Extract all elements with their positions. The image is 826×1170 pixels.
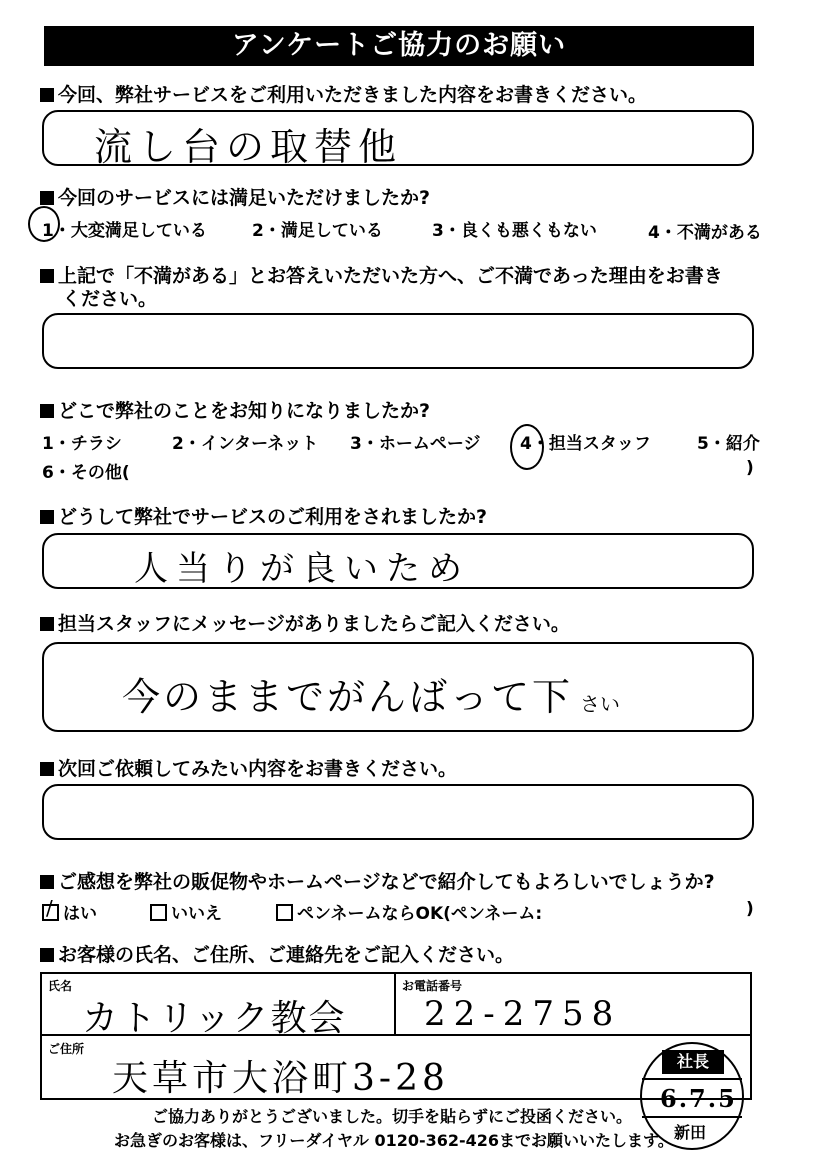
option-other-close: ) (746, 458, 754, 478)
question-dissatisfaction-reason: 上記で「不満がある」とお答えいただいた方へ、ご不満であった理由をお書き (40, 261, 723, 288)
table-divider (394, 972, 396, 1034)
footer-freedial: お急ぎのお客様は、フリーダイヤル 0120-362-426までお願いいたします。 (114, 1131, 674, 1150)
handwritten-answer: 流し台の取替他 (94, 125, 403, 169)
stamp-divider (642, 1116, 742, 1118)
address-value[interactable]: 天草市大浴町3-28 (112, 1058, 449, 1099)
answer-box-service-content[interactable] (42, 110, 754, 169)
option-homepage[interactable]: 3・ホームページ (350, 434, 481, 454)
address-label: ご住所 (48, 1042, 85, 1056)
bullet-square-icon (40, 875, 54, 889)
check-mark-icon: / (46, 896, 53, 920)
option-staff[interactable]: 4・担当スタッフ (520, 434, 651, 454)
option-penname[interactable]: ペンネームならOK(ペンネーム: (276, 899, 542, 924)
option-no[interactable]: いいえ (150, 899, 222, 924)
bullet-square-icon (40, 404, 54, 418)
option-dissatisfied[interactable]: 4・不満がある (648, 223, 762, 243)
name-value[interactable]: カトリック教会 (82, 998, 347, 1039)
name-label: 氏名 (48, 979, 73, 993)
phone-label: お電話番号 (402, 979, 463, 993)
footer-thanks: ご協力ありがとうございました。切手を貼らずにご投函ください。 (152, 1107, 633, 1126)
answer-box-dissatisfaction[interactable] (42, 313, 754, 369)
checkbox-checked[interactable] (42, 896, 59, 921)
option-internet[interactable]: 2・インターネット (172, 434, 319, 454)
question-satisfaction: 今回のサービスには満足いただけましたか? (40, 183, 430, 210)
phone-value[interactable]: 22-2758 (424, 994, 622, 1034)
option-yes[interactable]: / はい (42, 899, 97, 924)
option-referral[interactable]: 5・紹介 (697, 434, 760, 454)
bullet-square-icon (40, 510, 54, 524)
question-service-content: 今回、弊社サービスをご利用いただきました内容をお書きください。 (40, 80, 647, 107)
option-other[interactable]: 6・その他( (42, 463, 130, 483)
handwritten-answer: 人当りが良いため (134, 549, 470, 589)
bullet-square-icon (40, 191, 54, 205)
bullet-square-icon (40, 269, 54, 283)
answer-box-next-request[interactable] (42, 784, 754, 840)
question-publish-permission: ご感想を弊社の販促物やホームページなどで紹介してもよろしいでしょうか? (40, 867, 715, 894)
handwritten-answer-tail: さい (580, 692, 620, 716)
question-next-request: 次回ご依頼してみたい内容をお書きください。 (40, 754, 457, 781)
bullet-square-icon (40, 88, 54, 102)
option-flyer[interactable]: 1・チラシ (42, 434, 122, 454)
stamp-top: 社長 (662, 1050, 724, 1074)
question-why-chose: どうして弊社でサービスのご利用をされましたか? (40, 502, 487, 529)
stamp-divider (642, 1078, 742, 1080)
bullet-square-icon (40, 948, 54, 962)
option-neutral[interactable]: 3・良くも悪くもない (432, 221, 597, 241)
checkbox[interactable] (276, 904, 293, 921)
question-contact-info: お客様の氏名、ご住所、ご連絡先をご記入ください。 (40, 940, 514, 967)
question-dissatisfaction-reason-line2: ください。 (62, 288, 158, 310)
handwritten-answer: 今のままでがんばって下 (122, 675, 574, 719)
stamp-date: 6.7.5 (660, 1084, 737, 1113)
bullet-square-icon (40, 617, 54, 631)
bullet-square-icon (40, 762, 54, 776)
answer-box-why-chose[interactable] (42, 533, 754, 589)
stamp-name: 新田 (674, 1123, 707, 1142)
option-satisfied[interactable]: 2・満足している (252, 221, 383, 241)
checkbox[interactable] (150, 904, 167, 921)
survey-title: アンケートご協力のお願い (44, 26, 754, 66)
question-how-found: どこで弊社のことをお知りになりましたか? (40, 396, 430, 423)
answer-box-staff-message[interactable] (42, 642, 754, 732)
question-staff-message: 担当スタッフにメッセージがありましたらご記入ください。 (40, 609, 570, 636)
option-penname-close: ) (746, 899, 754, 919)
option-very-satisfied[interactable]: 1・大変満足している (42, 221, 207, 241)
